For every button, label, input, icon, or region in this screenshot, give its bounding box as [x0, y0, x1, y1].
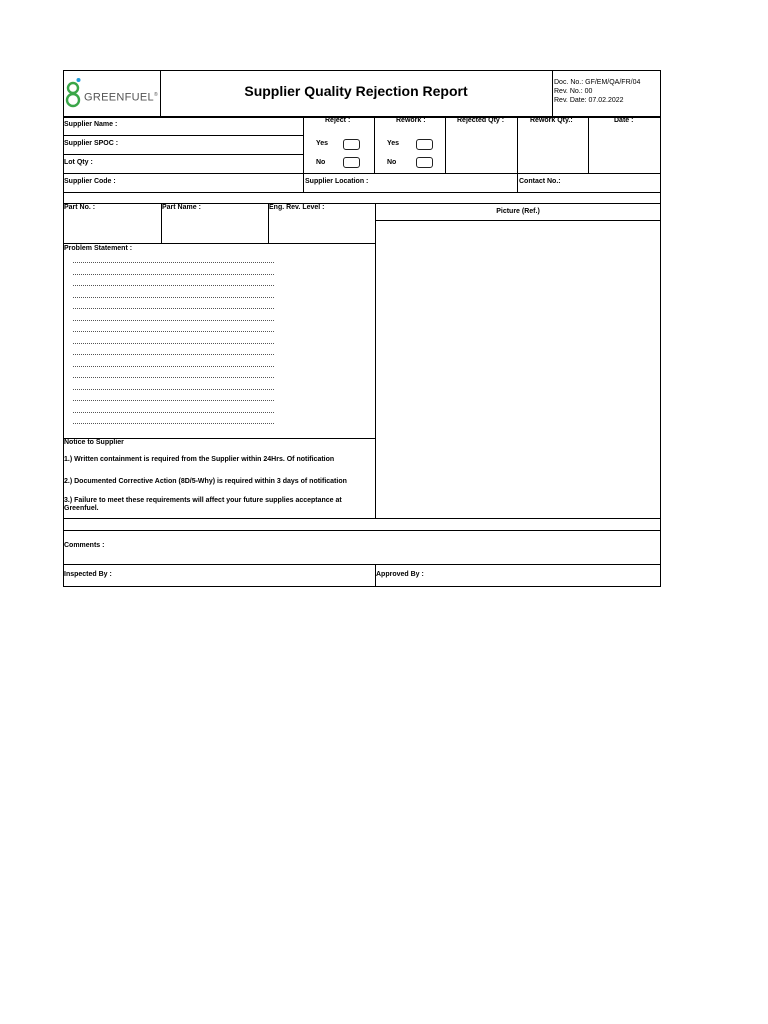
row-line-code [63, 173, 661, 174]
reject-no-checkbox[interactable] [343, 157, 360, 168]
supplier-quality-rejection-form [63, 70, 661, 587]
problem-line [73, 400, 274, 401]
problem-line [73, 320, 274, 321]
problem-line [73, 274, 274, 275]
col-line-rework-qty [517, 117, 518, 193]
rework-yes-label: Yes [387, 140, 400, 147]
reject-yes-checkbox[interactable] [343, 139, 360, 150]
inspected-by-label: Inspected By : [64, 571, 112, 578]
comments-label: Comments : [64, 542, 105, 549]
lot-qty-label: Lot Qty : [64, 159, 93, 166]
rework-yes-checkbox[interactable] [416, 139, 433, 150]
header-doc-divider [552, 70, 553, 117]
col-line-reject [303, 117, 304, 193]
reject-yes-label: Yes [316, 140, 329, 147]
rework-no-label: No [387, 159, 397, 166]
eng-rev-level-label: Eng. Rev. Level : [269, 204, 325, 211]
revision-number: Rev. No.: 00 [554, 88, 593, 95]
notice-item: 2.) Documented Corrective Action (8D/5-Why) is required within 3 days of notification [64, 478, 347, 485]
col-line-rejected-qty [445, 117, 446, 173]
problem-line [73, 389, 274, 390]
border-bottom [63, 586, 661, 587]
part-no-label: Part No. : [64, 204, 96, 211]
notice-item: 3.) Failure to meet these requirements will affect your future supplies acceptance at Greenfuel. [64, 497, 342, 512]
greenfuel-logo-text: GREENFUEL® [84, 91, 158, 104]
approved-by-label: Approved By : [376, 571, 424, 578]
notice-item: 1.) Written containment is required from the Supplier within 24Hrs. Of notification [64, 456, 335, 463]
page-title: Supplier Quality Rejection Report [244, 83, 468, 99]
supplier-code-label: Supplier Code : [64, 178, 116, 185]
rework-qty-label: Rework Qty.: [530, 117, 573, 124]
problem-line [73, 423, 274, 424]
contact-no-label: Contact No.: [519, 178, 561, 185]
notice-title: Notice to Supplier [64, 439, 124, 446]
supplier-name-label: Supplier Name : [64, 121, 118, 128]
row-line-signatures [63, 564, 661, 565]
problem-line [73, 343, 274, 344]
supplier-spoc-label: Supplier SPOC : [64, 140, 119, 147]
row-line-spacer [63, 518, 661, 519]
rejected-qty-label: Rejected Qty : [457, 117, 505, 124]
problem-line [73, 377, 274, 378]
comments-field[interactable] [123, 532, 657, 562]
date-label: Date : [614, 117, 634, 124]
row-line-part [63, 203, 661, 204]
problem-line [73, 412, 274, 413]
doc-number: Doc. No.: GF/EM/QA/FR/04 [554, 79, 641, 86]
part-name-label: Part Name : [162, 204, 201, 211]
reject-label: Reject : [325, 117, 351, 124]
row-line-lot [63, 154, 303, 155]
greenfuel-logo-icon [63, 76, 83, 110]
col-line-date [588, 117, 589, 173]
row-line-blank [63, 192, 661, 193]
picture-ref-label: Picture (Ref.) [496, 208, 540, 215]
rework-label: Rework : [396, 117, 426, 124]
supplier-location-label: Supplier Location : [305, 178, 369, 185]
problem-line [73, 308, 274, 309]
row-line-problem [63, 243, 375, 244]
greenfuel-logo [63, 74, 159, 114]
row-line-spoc [63, 135, 303, 136]
problem-line [73, 262, 274, 263]
row-line-comments [63, 530, 661, 531]
problem-line [73, 366, 274, 367]
rework-no-checkbox[interactable] [416, 157, 433, 168]
reject-no-label: No [316, 159, 326, 166]
picture-area[interactable] [376, 221, 660, 518]
problem-line [73, 297, 274, 298]
problem-statement-label: Problem Statement : [64, 245, 133, 252]
col-line-rework [374, 117, 375, 173]
problem-line [73, 354, 274, 355]
problem-line [73, 331, 274, 332]
revision-date: Rev. Date: 07.02.2022 [554, 97, 624, 104]
border-top [63, 70, 661, 71]
border-right [660, 70, 661, 587]
problem-line [73, 285, 274, 286]
